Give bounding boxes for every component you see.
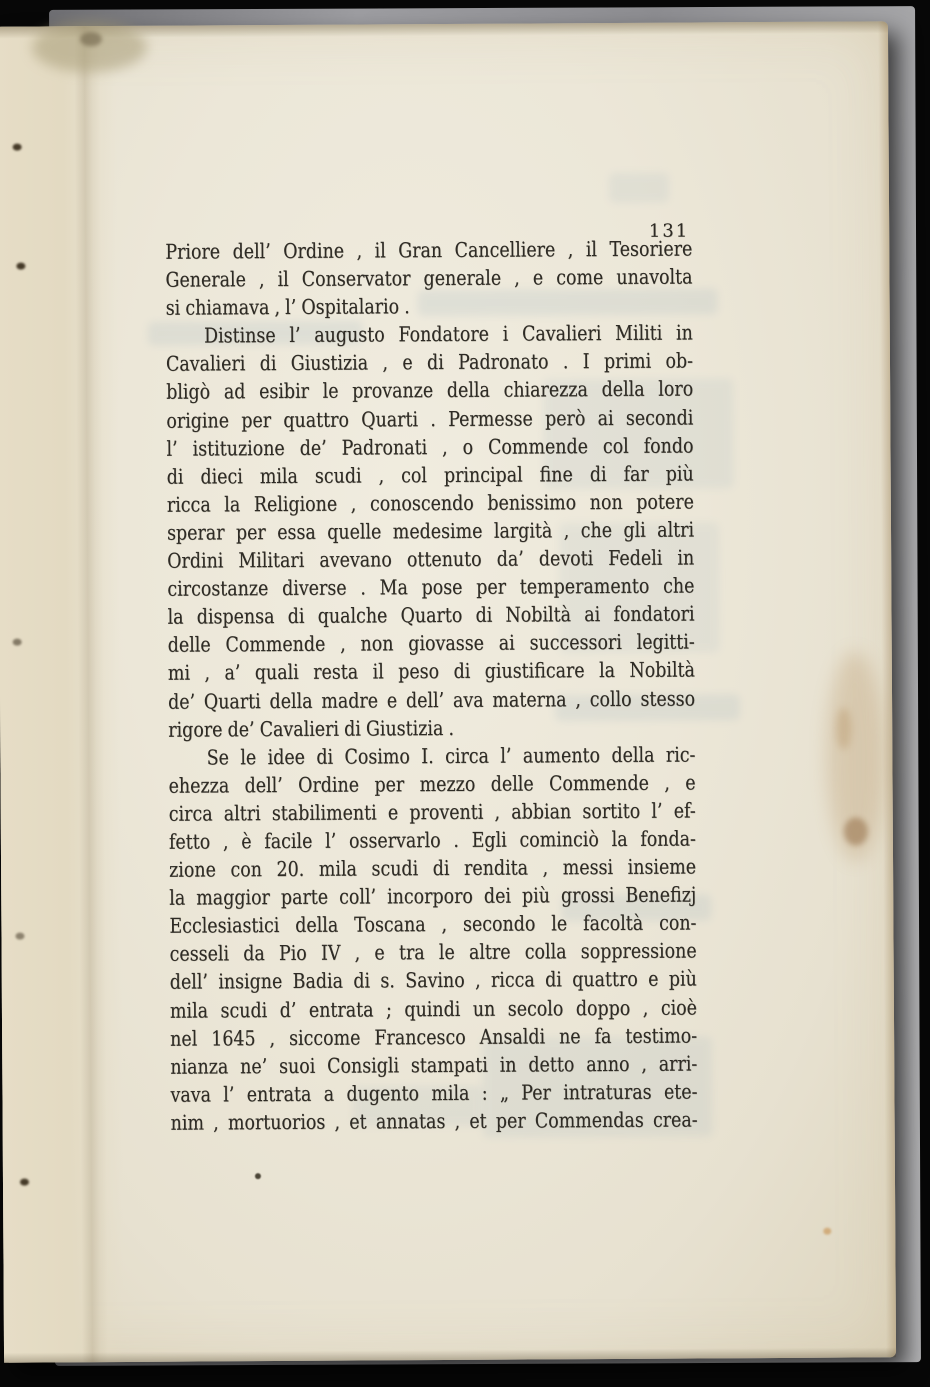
speck — [255, 1173, 261, 1179]
text-line: si chiamava , l’ Ospitalario . — [165, 294, 410, 320]
text-line: Priore dell’ Ordine , il Gran Cancelliere , il Tesoriere — [165, 236, 693, 264]
text-line: zione con 20. mila scudi di rendita , messi insieme — [169, 854, 697, 882]
text-line: bligò ad esibir le provanze della chiarezza della loro — [166, 376, 694, 405]
stitch-mark — [13, 144, 22, 151]
stitch-mark — [15, 933, 24, 940]
text-line: di dieci mila scudi , col principal fine di far più — [166, 461, 694, 489]
text-line: vava l’ entrata a dugento mila : „ Per intraturas ete- — [170, 1079, 698, 1107]
speck — [823, 1228, 831, 1235]
text-line: delle Commende , non giovasse ai successori legitti- — [167, 629, 695, 658]
text-line: Generale , il Conservator generale , e come unavolta — [165, 264, 693, 292]
text-line: Ecclesiastici della Toscana , secondo le facoltà con- — [169, 910, 697, 938]
text-line: circostanze diverse . Ma pose per temperamento che — [167, 573, 695, 601]
stain — [80, 32, 102, 46]
text-line: de’ Quarti della madre e dell’ ava materna , collo stesso — [167, 685, 696, 714]
text-line: la maggior parte coll’ incorporo dei più grossi Benefizj — [169, 882, 697, 910]
text-block — [165, 234, 697, 1136]
text-line: sperar per essa quelle medesime largità , che gli altri — [166, 517, 695, 545]
stitch-mark — [13, 639, 22, 646]
text-line: Cavalieri di Giustizia , e di Padronato . I primi ob- — [165, 348, 694, 377]
text-line: nel 1645 , siccome Francesco Ansaldi ne fa testimo- — [170, 1023, 698, 1051]
text-line: rigore de’ Cavalieri di Giustizia . — [168, 715, 455, 742]
text-line: fetto , è facile l’ osservarlo . Egli cominciò la fonda- — [168, 826, 696, 854]
text-line: nim , mortuorios , et annatas , et per Commendas crea- — [170, 1107, 698, 1135]
stain — [844, 817, 868, 845]
verso-show-through — [609, 173, 669, 203]
text-line: Ordini Militari avevano ottenuto da’ devoti Fedeli in — [167, 545, 695, 573]
text-line: origine per quattro Quarti . Permesse però ai secondi — [166, 405, 694, 433]
text-line: ehezza dell’ Ordine per mezzo delle Commende , e — [168, 770, 696, 798]
stain — [836, 708, 851, 750]
text-line: mi , a’ quali resta il peso di giustificare la Nobiltà — [167, 657, 695, 686]
text-line: la dispensa di qualche Quarto di Nobiltà ai fondatori — [167, 601, 695, 629]
text-line: Distinse l’ augusto Fondatore i Cavalieri Militi in — [203, 320, 693, 348]
page-number: 131 — [648, 220, 690, 242]
text-line: ricca la Religione , conoscendo benissimo non potere — [166, 489, 694, 517]
stitch-mark — [20, 1179, 29, 1186]
stitch-mark — [16, 263, 25, 270]
text-line: nianza ne’ suoi Consigli stampati in detto anno , arri- — [170, 1051, 698, 1079]
text-line: mila scudi d’ entrata ; quindi un secolo doppo , cioè — [169, 995, 698, 1023]
book-page — [0, 21, 896, 1362]
text-line: cesseli da Pio IV , e tra le altre colla soppressione — [169, 938, 697, 967]
text-line: dell’ insigne Badia di s. Savino , ricca di quattro e più — [169, 966, 697, 995]
stain — [32, 22, 147, 73]
text-line: Se le idee di Cosimo I. circa l’ aumento della ric- — [206, 742, 696, 770]
text-line: l’ istituzione de’ Padronati , o Commende col fondo — [166, 433, 694, 461]
text-line: circa altri stabilimenti e proventi , abbian sortito l’ ef- — [168, 798, 696, 826]
